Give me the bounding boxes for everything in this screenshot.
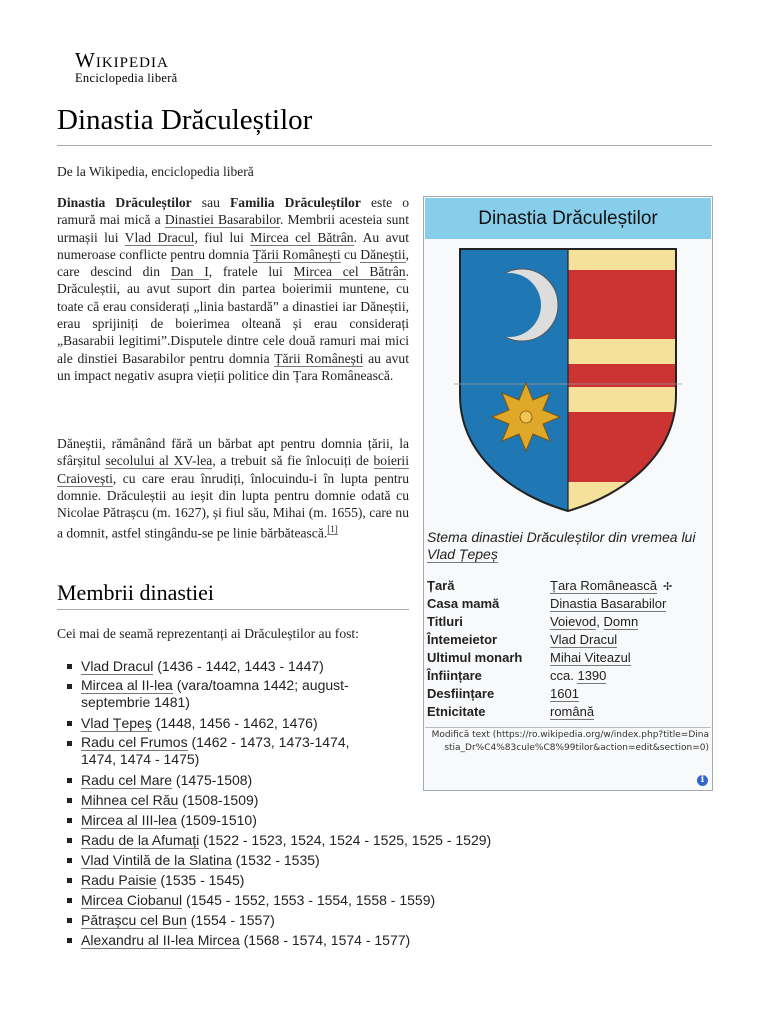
row-value [550,650,631,665]
member-link[interactable]: Radu Paisie [81,872,157,888]
member-years: (1508-1509) [178,792,259,808]
flag-eagle-icon: ✢ [662,581,673,593]
text: cu [340,246,361,262]
link-domn[interactable]: Domn [603,614,639,629]
link-danestii[interactable]: Dăneștii [360,246,406,262]
link-1390[interactable]: 1390 [577,668,607,683]
stripe-gold [568,482,682,515]
edit-text-link[interactable]: Modifică text (https://ro.wikipedia.org/w/index.php?title=Dinastia_Dr%C4%83cule%C8%99tilor&action=edit&section=0) [431,730,709,753]
link-dinastia-basarabilor-ib[interactable]: Dinastia Basarabilor [550,596,667,611]
tagline: De la Wikipedia, enciclopedia liberă [57,164,254,179]
text: , fratele lui [208,264,294,280]
link-voievod[interactable]: Voievod [550,614,597,629]
infobox-title: Dinastia Drăculeștilor [425,198,711,239]
member-years: (1545 - 1552, 1553 - 1554, 1558 - 1559) [182,892,436,908]
section-heading: Membrii dinastiei [57,580,215,605]
bold-term: Familia Drăculeștilor [230,195,361,210]
second-paragraph [57,435,409,542]
infobox-row [427,632,711,650]
intro-paragraph [57,194,409,384]
infobox-row [427,578,711,596]
stripe-red [568,412,682,482]
infobox-rows [427,578,711,722]
stripe-red [568,270,682,339]
row-value [550,578,672,593]
text: , a trebuit să fie înlocuiți de [212,453,374,469]
member-years: (1448, 1456 - 1462, 1476) [151,715,318,731]
list-item [65,676,381,713]
row-label: Întemeietor [427,632,498,647]
member-link[interactable]: Vlad Vintilă de la Slatina [81,852,232,868]
logo-title: Wikipedia [75,48,169,72]
list-item [65,810,705,830]
infobox-separator [425,727,711,728]
caption-link-vlad-tepes[interactable]: Vlad Țepeș [427,546,498,562]
member-link[interactable]: Radu cel Mare [81,772,173,788]
link-dan-i[interactable]: Dan I [170,264,209,280]
prefix: cca. [550,668,578,683]
row-value [550,704,594,719]
stripe-red [568,364,682,387]
member-link[interactable]: Mircea al II-lea [81,677,173,693]
text: Dăneștii, rămânând fără un bărbat apt pentru domnia țării, la sfârșitul [57,436,409,469]
link-mircea-cel-batran-2[interactable]: Mircea cel Bătrân [293,264,406,280]
page-title: Dinastia Drăculeștilor [57,104,313,136]
member-link[interactable]: Radu cel Frumos [81,734,188,750]
section-divider [57,609,409,610]
star-icon [492,383,560,451]
member-years: (1554 - 1557) [186,912,275,928]
member-link[interactable]: Pătrașcu cel Bun [81,912,187,928]
link-tarii-romanesti-2[interactable]: Țării Românești [274,350,364,366]
text: au avut un impact negativ asupra vieții politice din Țara Românească. [57,350,409,383]
text: . Au avut numeroase conflicte pentru domnia [57,229,410,262]
row-value [550,596,666,611]
infobox-row [427,650,711,668]
text: , fiul lui [194,229,251,245]
row-label: Desființare [427,686,495,701]
bold-term: Dinastia Drăculeștilor [57,195,192,210]
section-intro: Cei mai de seamă reprezentanți ai Drăculeștilor au fost: [57,626,359,641]
list-item [65,790,705,810]
image-caption [427,529,711,563]
infobox-row [427,614,711,632]
member-years: (1568 - 1574, 1574 - 1577) [239,932,411,948]
info-icon[interactable]: i [697,775,708,786]
member-link[interactable]: Alexandru al II-lea Mircea [81,932,240,948]
member-years: (1522 - 1523, 1524, 1524 - 1525, 1525 - 1529) [199,832,492,848]
link-boierii-craiovesti[interactable]: boierii Craiovești [57,453,409,486]
infobox-row [427,668,711,686]
row-label: Casa mamă [427,596,500,611]
title-divider [57,145,712,146]
text: sau [191,195,230,210]
text: . Drăculeștii, au avut suport din partea boierimii muntene, cu toate că erau considerați „linia bastardă” a dinastiei iar Dăneștii, erau sprijiniți de boierimea olteană și erau considerați „Basarabii legitimi”.Disputele dintre cele două ramuri mai mici ale dinstiei Basarabilor pentru domnia [57,264,409,366]
member-years: (1509-1510) [176,812,257,828]
row-label: Ultimul monarh [427,650,523,665]
infobox-row [427,704,711,722]
stripe-gold [568,387,682,412]
link-vlad-dracul[interactable]: Vlad Dracul [124,229,195,245]
member-years: (1535 - 1545) [156,872,245,888]
row-label: Țară [427,578,455,593]
list-item [65,870,705,890]
stripe-gold [568,339,682,364]
coat-of-arms-image[interactable] [454,245,682,515]
row-value [550,668,606,683]
list-item [65,910,705,930]
link-tara-romaneasca[interactable]: Țara Românească [550,578,657,593]
row-label: Etnicitate [427,704,486,719]
member-link[interactable]: Vlad Țepeș [81,715,152,731]
infobox-row [427,596,711,614]
member-years: (1436 - 1442, 1443 - 1447) [153,658,324,674]
member-link[interactable]: Radu de la Afumați [81,832,200,848]
list-item [65,733,381,770]
list-item [65,890,705,910]
member-years: (1475-1508) [172,772,253,788]
reference-link[interactable]: [1] [327,524,338,535]
row-label: Înființare [427,668,482,683]
caption-text: Stema dinastiei Drăculeștilor din vremea lui [427,529,696,545]
row-label: Titluri [427,614,463,629]
infobox-row [427,686,711,704]
infobox [423,196,713,791]
wikipedia-logo[interactable] [75,48,178,86]
row-value [550,614,638,629]
logo-subtitle: Enciclopedia liberă [75,71,178,85]
text: . Membrii acesteia sunt urmașii lui [57,212,409,245]
list-item [65,930,705,950]
link-dinastia-basarabilor[interactable]: Dinastiei Basarabilor [164,212,280,228]
list-item [65,850,705,870]
link-vlad-dracul-ib[interactable]: Vlad Dracul [550,632,618,647]
text: , care descind din [57,246,409,280]
member-years: (vara/toamna 1442; august-septembrie 1481) [81,677,349,710]
member-years: (1462 - 1473, 1473-1474, 1474, 1474 - 1475) [81,734,350,767]
link-romana[interactable]: română [550,704,595,719]
link-mihai-viteazul[interactable]: Mihai Viteazul [550,650,631,665]
link-tarii-romanesti[interactable]: Țării Românești [252,246,341,262]
member-link[interactable]: Mircea al III-lea [81,812,177,828]
member-link[interactable]: Mircea Ciobanul [81,892,183,908]
list-item [65,830,705,850]
separator: , [596,614,604,629]
row-value [550,632,617,647]
member-link[interactable]: Mihnea cel Rău [81,792,179,808]
link-secolul-xv[interactable]: secolului al XV-lea [105,453,213,469]
link-1601[interactable]: 1601 [550,686,579,701]
member-years: (1532 - 1535) [231,852,320,868]
link-mircea-cel-batran[interactable]: Mircea cel Bătrân [250,229,354,245]
row-value [550,686,579,701]
text: , cu care erau înrudiți, înlocuindu-i în lupta pentru domnie. Drăculeștii au ieșit din lupta pentru domnie odată cu Nicolae Pătrașcu (m. 1627), și fiul său, Mihai (m. 1655), care nu a domnit, astfel stingându-se pe linie bărbătească. [57,470,409,542]
text: este o ramură mai mică a [57,195,410,228]
member-link[interactable]: Vlad Dracul [81,658,154,674]
